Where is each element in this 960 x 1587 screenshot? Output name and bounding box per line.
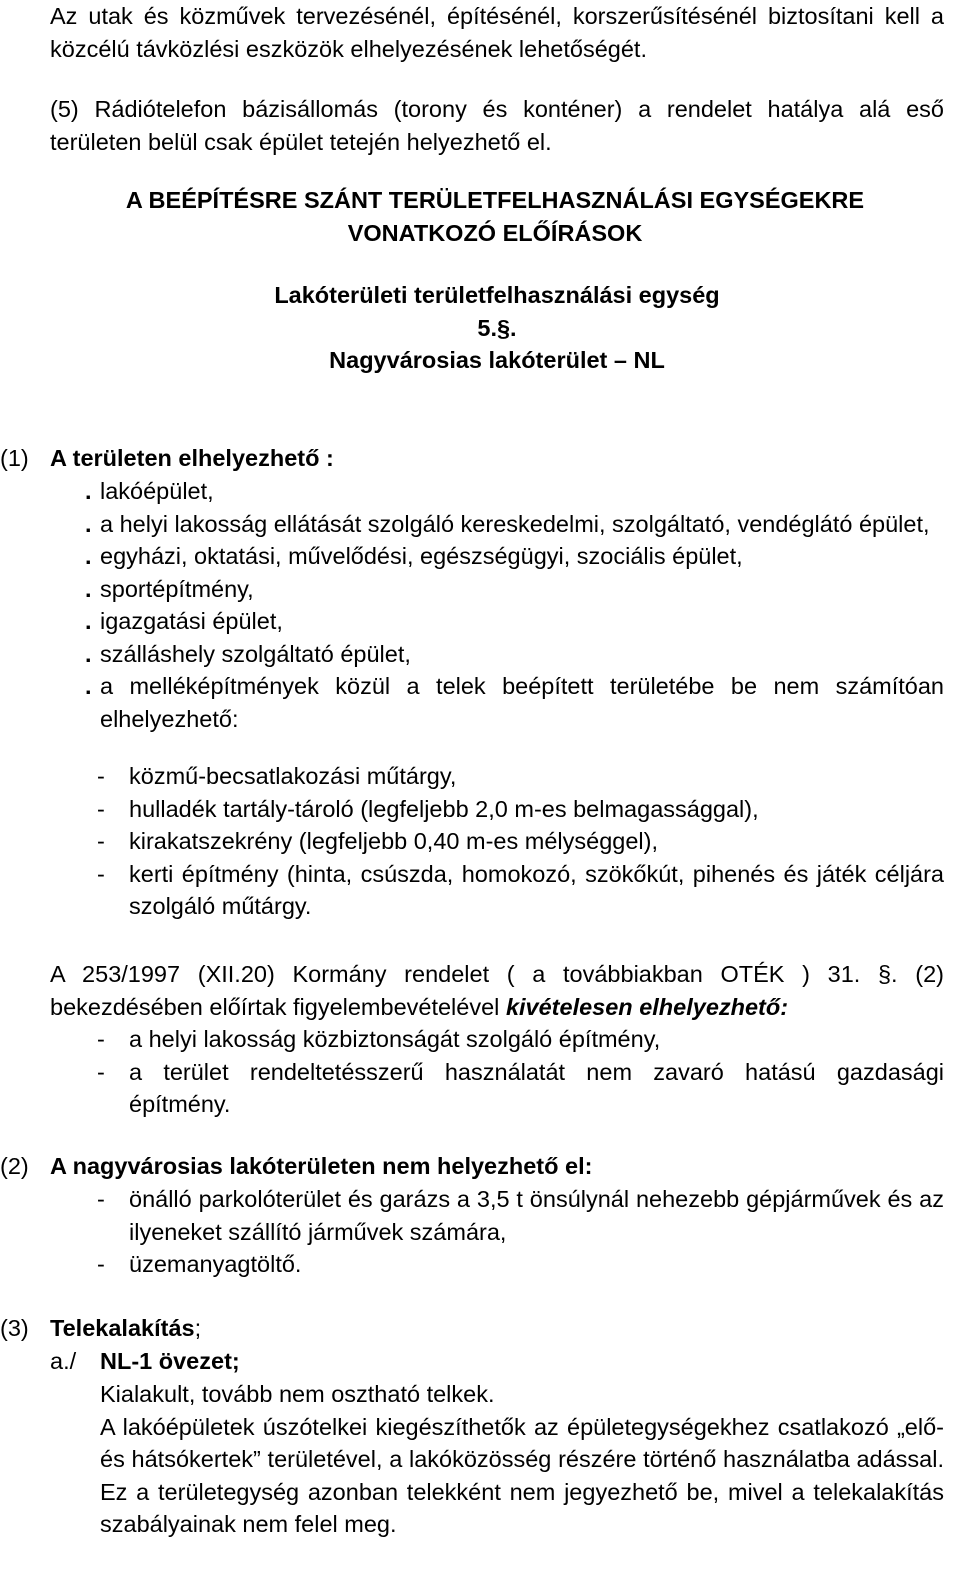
bullet-mark: . — [85, 673, 92, 699]
list-item — [85, 670, 944, 735]
list-item — [85, 475, 944, 508]
zone-title: Nagyvárosias lakóterület – NL — [329, 347, 665, 373]
list-item-text: lakóépület, — [100, 478, 214, 504]
bullet-mark: . — [85, 543, 92, 569]
subsection-a-title: NL-1 övezet; — [100, 1348, 240, 1374]
intro-paragraph-5: (5) Rádiótelefon bázisállomás (torony és konténer) a rendelet hatálya alá eső területen belül csak épület tetején helyezhető el. — [50, 96, 944, 155]
dash-item-text: a terület rendeltetésszerű használatát nem zavaró hatású gazdasági építmény. — [129, 1058, 944, 1117]
section-2-list — [97, 1183, 944, 1281]
dash-item — [97, 1248, 944, 1281]
subsection-a-body — [100, 1378, 944, 1541]
section-3-number: (3) — [0, 1315, 29, 1341]
main-heading-line1: A BEÉPÍTÉSRE SZÁNT TERÜLETFELHASZNÁLÁSI EGYSÉGEKRE — [125, 187, 865, 213]
list-item-text: a helyi lakosság ellátását szolgáló kereskedelmi, szolgáltató, vendéglátó épület, — [100, 510, 930, 537]
section-1-header-visible — [0, 442, 944, 475]
intro-paragraph: Az utak és közművek tervezésénél, építésénél, korszerűsítésénél biztosítani kell a közcélú távközlési eszközök elhelyezésének lehetőségét. — [50, 3, 944, 62]
dash-item-text: üzemanyagtöltő. — [129, 1251, 302, 1277]
list-item-text: a melléképítmények közül a telek beépített területébe be nem számítóan elhelyezhető: — [100, 673, 944, 732]
section-3-title: Telekalakítás — [50, 1315, 195, 1341]
subsection-a-label: a./ — [50, 1348, 77, 1374]
list-item — [85, 605, 944, 638]
bullet-mark: . — [85, 478, 92, 504]
dash-mark: - — [97, 1251, 105, 1277]
dash-item-text: hulladék tartály-tároló (legfeljebb 2,0 m-es belmagassággal), — [129, 795, 759, 822]
list-item — [85, 508, 944, 541]
dash-item-text: önálló parkolóterület és garázs a 3,5 t önsúlynál nehezebb gépjárművek és az ilyeneket szállító járművek számára, — [129, 1186, 944, 1245]
list-item-text: szálláshely szolgáltató épület, — [100, 640, 411, 667]
dash-item — [97, 1023, 944, 1056]
otek-text: A 253/1997 (XII.20) Kormány rendelet ( a továbbiakban OTÉK ) 31. §. (2) bekezdésében előírtak figyelembevételével — [50, 961, 944, 1020]
dash-item — [97, 1183, 944, 1248]
bullet-mark: . — [85, 608, 92, 634]
bullet-mark: . — [85, 575, 92, 602]
list-item — [85, 638, 944, 671]
section-1-title: A területen elhelyezhető : — [50, 445, 334, 471]
section-number: 5.§. — [477, 314, 517, 341]
subsection-a-line2: A lakóépületek úszótelkei kiegészíthetők az épületegységekhez csatlakozó „elő- és hátsókertek” területével, a lakóközösség részére történő használatba adással. Ez a területegység azonban telekként nem jegyezhető be, mivel a telekalakítás szabályainak nem felel meg. — [100, 1413, 944, 1537]
list-item-text: igazgatási épület, — [100, 608, 283, 634]
otek-list — [97, 1023, 944, 1121]
dash-item — [97, 760, 944, 793]
subsection-a-line1: Kialakult, tovább nem osztható telkek. — [100, 1381, 495, 1407]
dash-mark: - — [97, 1026, 105, 1052]
section-3-header — [0, 1312, 944, 1345]
list-item — [85, 540, 944, 573]
subsection-a-header — [50, 1345, 944, 1378]
section-2-title: A nagyvárosias lakóterületen nem helyezhető el: — [50, 1153, 593, 1179]
section-1-dash-list — [97, 760, 944, 923]
dash-item — [97, 1056, 944, 1121]
document-page — [50, 0, 944, 377]
otek-emphasis: kivételesen elhelyezhető: — [505, 993, 789, 1020]
section-3-title-suffix: ; — [194, 1315, 202, 1341]
dash-item — [97, 858, 944, 923]
section-2-number: (2) — [0, 1153, 29, 1179]
dash-mark: - — [97, 860, 105, 887]
list-item — [85, 573, 944, 606]
list-item-text: egyházi, oktatási, művelődési, egészségügyi, szociális épület, — [100, 543, 743, 569]
section-1-bullets — [85, 475, 944, 735]
dash-mark: - — [97, 795, 105, 822]
dash-mark: - — [97, 763, 105, 789]
dash-item-text: a helyi lakosság közbiztonságát szolgáló építmény, — [129, 1026, 661, 1052]
sub-heading: Lakóterületi területfelhasználási egység — [274, 282, 720, 308]
dash-mark: - — [97, 1186, 105, 1212]
dash-mark: - — [97, 828, 105, 854]
section-2-header — [0, 1150, 944, 1183]
dash-item — [97, 825, 944, 858]
list-item-text: sportépítmény, — [100, 575, 254, 602]
dash-mark: - — [97, 1058, 105, 1085]
otek-paragraph — [50, 958, 944, 1023]
main-heading-line2: VONATKOZÓ ELŐÍRÁSOK — [347, 219, 643, 246]
bullet-mark: . — [85, 510, 92, 537]
bullet-mark: . — [85, 640, 92, 667]
section-1-number: (1) — [0, 445, 29, 471]
dash-item-text: kirakatszekrény (legfeljebb 0,40 m-es mélységgel), — [129, 828, 658, 854]
dash-item-text: közmű-becsatlakozási műtárgy, — [129, 763, 457, 789]
dash-item — [97, 793, 944, 826]
dash-item-text: kerti építmény (hinta, csúszda, homokozó, szökőkút, pihenés és játék céljára szolgáló műtárgy. — [129, 860, 944, 919]
